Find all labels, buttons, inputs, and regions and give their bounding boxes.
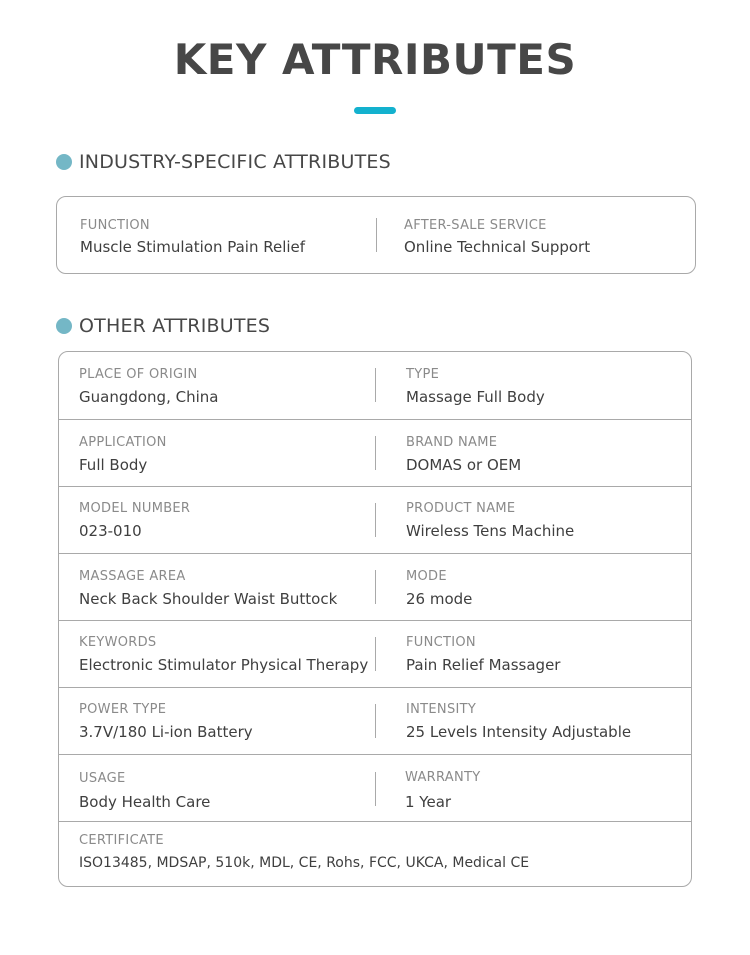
attribute-label: PLACE OF ORIGIN <box>79 367 198 382</box>
attribute-value: DOMAS or OEM <box>406 456 522 474</box>
attribute-value: Wireless Tens Machine <box>406 522 575 540</box>
attribute-value: Muscle Stimulation Pain Relief <box>80 238 306 256</box>
bullet-dot-icon <box>56 318 72 334</box>
attribute-value: 3.7V/180 Li-ion Battery <box>79 723 253 741</box>
attribute-label: TYPE <box>406 367 440 382</box>
other-section-title: OTHER ATTRIBUTES <box>79 315 271 337</box>
attribute-value: Electronic Stimulator Physical Therapy <box>79 656 369 674</box>
attribute-label: FUNCTION <box>406 635 476 650</box>
attribute-value: 1 Year <box>405 793 452 811</box>
attribute-row <box>57 197 695 273</box>
attribute-label: WARRANTY <box>405 770 481 785</box>
attribute-label: FUNCTION <box>80 218 150 233</box>
column-divider <box>375 637 376 671</box>
attribute-value: Full Body <box>79 456 148 474</box>
attribute-row <box>59 419 691 486</box>
attribute-value: Neck Back Shoulder Waist Buttock <box>79 590 338 608</box>
attribute-value: ISO13485, MDSAP, 510k, MDL, CE, Rohs, FCC, UKCA, Medical CE <box>79 855 530 871</box>
column-divider <box>375 503 376 537</box>
attribute-row <box>59 352 691 419</box>
industry-section-title: INDUSTRY-SPECIFIC ATTRIBUTES <box>79 151 391 173</box>
other-section-heading <box>56 313 270 339</box>
attribute-row <box>59 553 691 620</box>
attribute-row <box>59 687 691 754</box>
attribute-label: USAGE <box>79 771 126 786</box>
industry-section-heading <box>56 149 391 175</box>
title-underline-accent <box>354 107 396 114</box>
attribute-label: KEYWORDS <box>79 635 157 650</box>
bullet-dot-icon <box>56 154 72 170</box>
certificate-row <box>59 821 691 886</box>
column-divider <box>375 570 376 604</box>
attribute-value: Guangdong, China <box>79 388 219 406</box>
attribute-label: PRODUCT NAME <box>406 501 516 516</box>
attribute-row <box>59 754 691 821</box>
attribute-value: Pain Relief Massager <box>406 656 561 674</box>
column-divider <box>376 218 377 252</box>
attribute-label: MODEL NUMBER <box>79 501 191 516</box>
column-divider <box>375 704 376 738</box>
column-divider <box>375 368 376 402</box>
attribute-label: INTENSITY <box>406 702 477 717</box>
attribute-value: Online Technical Support <box>404 238 591 256</box>
attribute-value: 25 Levels Intensity Adjustable <box>406 723 632 741</box>
attribute-row <box>59 620 691 687</box>
column-divider <box>375 436 376 470</box>
industry-attributes-card <box>56 196 696 274</box>
attribute-value: 26 mode <box>406 590 473 608</box>
attribute-label: MODE <box>406 569 447 584</box>
attribute-label: BRAND NAME <box>406 435 498 450</box>
attribute-label: CERTIFICATE <box>79 833 164 848</box>
page-title: KEY ATTRIBUTES <box>173 35 577 84</box>
attribute-label: MASSAGE AREA <box>79 569 186 584</box>
attribute-label: POWER TYPE <box>79 702 167 717</box>
other-attributes-card <box>58 351 692 887</box>
attribute-label: AFTER-SALE SERVICE <box>404 218 547 233</box>
attribute-label: APPLICATION <box>79 435 167 450</box>
attribute-value: Massage Full Body <box>406 388 545 406</box>
column-divider <box>375 772 376 806</box>
attribute-row <box>59 486 691 553</box>
attribute-value: 023-010 <box>79 522 142 540</box>
attribute-value: Body Health Care <box>79 793 211 811</box>
